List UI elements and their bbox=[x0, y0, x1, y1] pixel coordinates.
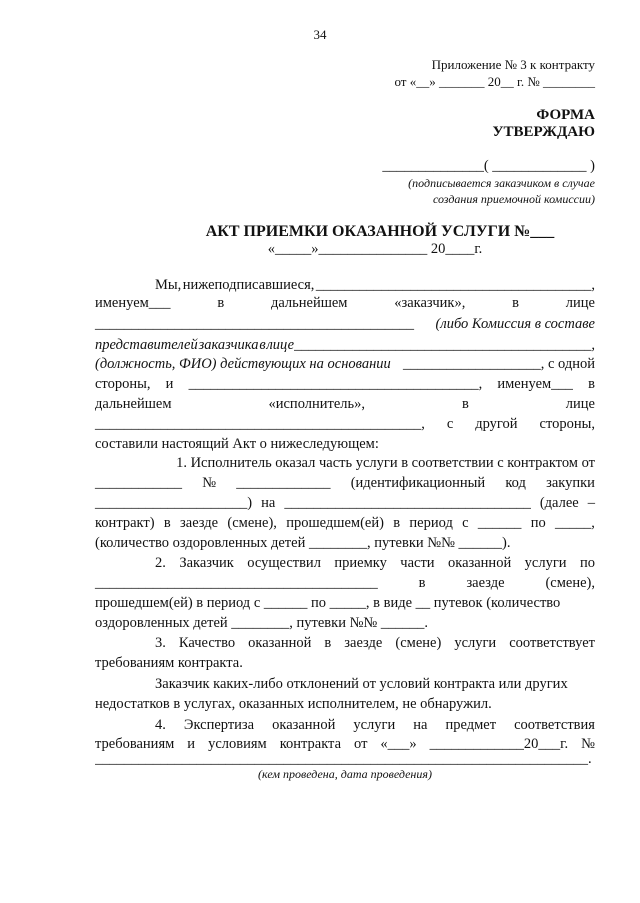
word: на bbox=[413, 717, 428, 733]
p2-line-3: прошедшем(ей) в период с ______ по _____, в виде __ путевок (количество bbox=[95, 595, 561, 611]
word: заказчика bbox=[198, 337, 259, 353]
word: заезде bbox=[180, 515, 219, 531]
blank-field: _____, bbox=[555, 515, 595, 531]
contract-date-line: от «__» _______ 20__ г. № ________ bbox=[394, 74, 595, 89]
body-line-7 bbox=[95, 397, 595, 412]
word: в bbox=[259, 337, 266, 353]
p4-line-1 bbox=[155, 718, 595, 733]
word: и bbox=[187, 736, 196, 752]
word: Заказчик bbox=[179, 555, 234, 571]
word: (смене), bbox=[227, 515, 277, 531]
word: контракт) bbox=[95, 515, 155, 531]
word: Мы, bbox=[155, 277, 182, 293]
word: оказанной bbox=[248, 635, 312, 651]
word: другой bbox=[475, 416, 518, 432]
word: услуги bbox=[454, 635, 497, 651]
word: закупки bbox=[546, 475, 595, 491]
expertise-caption: (кем проведена, дата проведения) bbox=[258, 767, 432, 781]
word: соответствия bbox=[514, 717, 595, 733]
p1-line-1: 1. Исполнитель оказал часть услуги в соответствии с контрактом от bbox=[176, 455, 595, 471]
word: «заказчик», bbox=[394, 295, 466, 311]
word: лице_________________________________________, bbox=[266, 337, 595, 353]
blank-field: ______ bbox=[477, 515, 522, 531]
p4-line-2 bbox=[95, 737, 595, 752]
word: дальнейшем bbox=[270, 295, 348, 311]
word: в bbox=[163, 515, 171, 531]
body-line-9: составили настоящий Акт о нижеследующем: bbox=[95, 436, 379, 452]
word: – bbox=[587, 495, 595, 511]
word: код bbox=[505, 475, 526, 491]
body-line-5 bbox=[95, 357, 595, 372]
word: в bbox=[393, 515, 401, 531]
blank-field: _____________________) bbox=[95, 495, 253, 511]
blank-field: «___» bbox=[380, 736, 417, 752]
word: именуем___ bbox=[497, 376, 573, 392]
word: (идентификационный bbox=[350, 475, 486, 491]
blank-field: ____________________________________________ bbox=[95, 316, 414, 332]
p3b-line-1: Заказчик каких-либо отклонений от условий контракта или других bbox=[155, 676, 568, 692]
attachment-note: Приложение № 3 к контракту bbox=[431, 57, 595, 72]
word: дальнейшем bbox=[95, 396, 172, 412]
word: от bbox=[354, 736, 368, 752]
word: нижеподписавшиеся, bbox=[182, 277, 315, 293]
word: (смене), bbox=[545, 575, 595, 591]
word: (должность, ФИО) действующих на основании bbox=[95, 356, 391, 372]
word: предмет bbox=[445, 717, 497, 733]
approve-label: УТВЕРЖДАЮ bbox=[492, 124, 595, 140]
word: соответствует bbox=[509, 635, 595, 651]
p2-line-2 bbox=[95, 576, 595, 591]
p2-line-1 bbox=[155, 556, 595, 571]
word: «исполнитель», bbox=[268, 396, 365, 412]
word: в bbox=[324, 635, 332, 651]
word: период bbox=[409, 515, 453, 531]
word: по bbox=[579, 555, 595, 571]
body-line-8 bbox=[95, 417, 595, 432]
word: в bbox=[588, 376, 595, 392]
blank-field: ______________________________________, bbox=[315, 277, 595, 293]
word: Качество bbox=[178, 635, 236, 651]
body-line-4 bbox=[95, 338, 595, 353]
body-line-2 bbox=[95, 296, 595, 311]
word: в bbox=[512, 295, 519, 311]
word: приемку bbox=[334, 555, 387, 571]
signature-line: ______________( _____________ ) bbox=[382, 158, 595, 174]
p1-line-5: (количество оздоровленных детей ________, путевки №№ ______). bbox=[95, 535, 511, 551]
word: условиям bbox=[208, 736, 267, 752]
word: оказанной bbox=[448, 555, 512, 571]
body-line-3 bbox=[95, 317, 595, 332]
body-line-6 bbox=[95, 377, 595, 392]
p3b-line-2: недостатков в услугах, оказанных исполнителем, не обнаружил. bbox=[95, 696, 492, 712]
word: с bbox=[446, 416, 454, 432]
word: № bbox=[581, 736, 595, 752]
word: и bbox=[165, 376, 174, 392]
word: лице bbox=[565, 295, 595, 311]
word: осуществил bbox=[247, 555, 321, 571]
word: Экспертиза bbox=[183, 717, 255, 733]
word: (далее bbox=[539, 495, 579, 511]
word: контракта bbox=[279, 736, 342, 752]
blank-field: ___________________, с одной bbox=[402, 356, 595, 372]
p3-line-2: требованиям контракта. bbox=[95, 655, 243, 671]
word: в bbox=[217, 295, 225, 311]
blank-field: __________________________________ bbox=[284, 495, 531, 511]
p1-line-2 bbox=[95, 476, 595, 491]
form-label: ФОРМА bbox=[536, 107, 595, 123]
word: на bbox=[261, 495, 276, 511]
word: стороны, bbox=[95, 376, 151, 392]
blank-field: _______________________________________ bbox=[95, 575, 378, 591]
word: № bbox=[202, 475, 217, 491]
word: заезде bbox=[466, 575, 505, 591]
act-title: АКТ ПРИЕМКИ ОКАЗАННОЙ УСЛУГИ №___ bbox=[205, 223, 555, 240]
word: требованиям bbox=[95, 736, 175, 752]
word: представителей bbox=[95, 337, 198, 353]
word: 2. bbox=[155, 555, 166, 571]
page-number: 34 bbox=[313, 27, 327, 42]
word: 3. bbox=[155, 635, 166, 651]
word: оказанной bbox=[272, 717, 336, 733]
blank-field: ________________________________________, bbox=[188, 376, 483, 392]
word: (либо Комиссия в составе bbox=[435, 316, 595, 332]
word: услуги bbox=[524, 555, 567, 571]
body-line-1 bbox=[155, 278, 595, 293]
word: части bbox=[400, 555, 435, 571]
word: по bbox=[530, 515, 546, 531]
word: с bbox=[462, 515, 469, 531]
p2-line-4: оздоровленных детей ________, путевки №№ ______. bbox=[95, 615, 429, 631]
blank-field: _____________________________________________, bbox=[95, 416, 425, 432]
word: (смене) bbox=[395, 635, 442, 651]
blank-field: _____________ bbox=[236, 475, 331, 491]
signature-note-1: (подписывается заказчиком в случае bbox=[408, 176, 595, 190]
signature-note-2: создания приемочной комиссии) bbox=[432, 192, 595, 206]
word: 4. bbox=[155, 717, 166, 733]
word: услуги bbox=[353, 717, 396, 733]
p3-line-1 bbox=[155, 636, 595, 651]
word: лице bbox=[565, 396, 595, 412]
word: стороны, bbox=[539, 416, 595, 432]
word: в bbox=[418, 575, 426, 591]
p1-line-3 bbox=[95, 496, 595, 511]
blank-field: ____________ bbox=[95, 475, 182, 491]
word: именуем___ bbox=[95, 295, 171, 311]
word: прошедшем(ей) bbox=[286, 515, 384, 531]
word: в bbox=[461, 396, 469, 412]
p1-line-4 bbox=[95, 516, 595, 531]
word: заезде bbox=[344, 635, 383, 651]
act-date: «_____»_______________ 20____г. bbox=[267, 241, 483, 257]
blank-field: _____________20___г. bbox=[429, 736, 569, 752]
p4-line-3: ____________________________________________________________________. bbox=[95, 752, 592, 767]
